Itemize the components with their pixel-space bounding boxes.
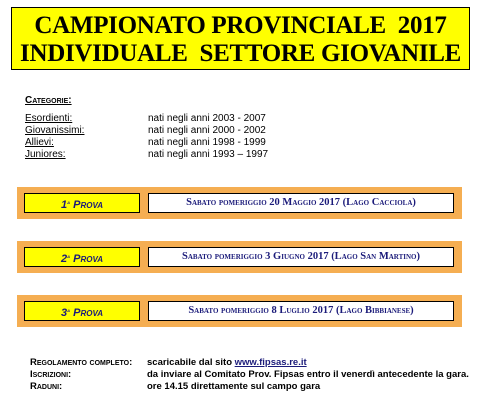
- info-value: ore 14.15 direttamente sul campo gara: [147, 381, 321, 392]
- categoria-label: Esordienti:: [25, 113, 73, 124]
- title-banner: [11, 7, 470, 70]
- info-value: scaricabile dal sito www.fipsas.re.it: [147, 357, 307, 368]
- title-line-1: CAMPIONATO PROVINCIALE 2017: [34, 12, 447, 39]
- prova-label: 2$^a$ Prova: [24, 247, 140, 267]
- categoria-value: nati negli anni 1998 - 1999: [148, 137, 266, 148]
- prova-band-3: [17, 295, 462, 327]
- prova-label: 3$^a$ Prova: [24, 301, 140, 321]
- info-label: Iscrizioni:: [30, 369, 72, 380]
- categoria-label: Giovanissimi:: [25, 125, 85, 136]
- prova-detail: Sabato pomeriggio 20 Maggio 2017 (Lago Cacciola): [148, 193, 454, 213]
- categoria-value: nati negli anni 1993 – 1997: [148, 149, 269, 160]
- info-value: da inviare al Comitato Prov. Fipsas entro il venerdì antecedente la gara.: [147, 369, 469, 380]
- prova-band-2: [17, 241, 462, 273]
- prova-label: 1$^a$ Prova: [24, 193, 140, 213]
- categoria-value: nati negli anni 2000 - 2002: [148, 125, 266, 136]
- categorie-heading: Categorie:: [25, 95, 72, 106]
- categoria-label: Juniores:: [25, 149, 66, 160]
- title-line-2: INDIVIDUALE SETTORE GIOVANILE: [20, 40, 461, 67]
- info-label: Regolamento completo:: [30, 357, 133, 368]
- categoria-label: Allievi:: [25, 137, 54, 148]
- info-label: Raduni:: [30, 381, 63, 392]
- fipsas-link[interactable]: www.fipsas.re.it: [234, 357, 307, 368]
- categoria-value: nati negli anni 2003 - 2007: [148, 113, 266, 124]
- prova-band-1: [17, 187, 462, 219]
- prova-detail: Sabato pomeriggio 3 Giugno 2017 (Lago San Martino): [148, 247, 454, 267]
- prova-detail: Sabato pomeriggio 8 Luglio 2017 (Lago Bibbianese): [148, 301, 454, 321]
